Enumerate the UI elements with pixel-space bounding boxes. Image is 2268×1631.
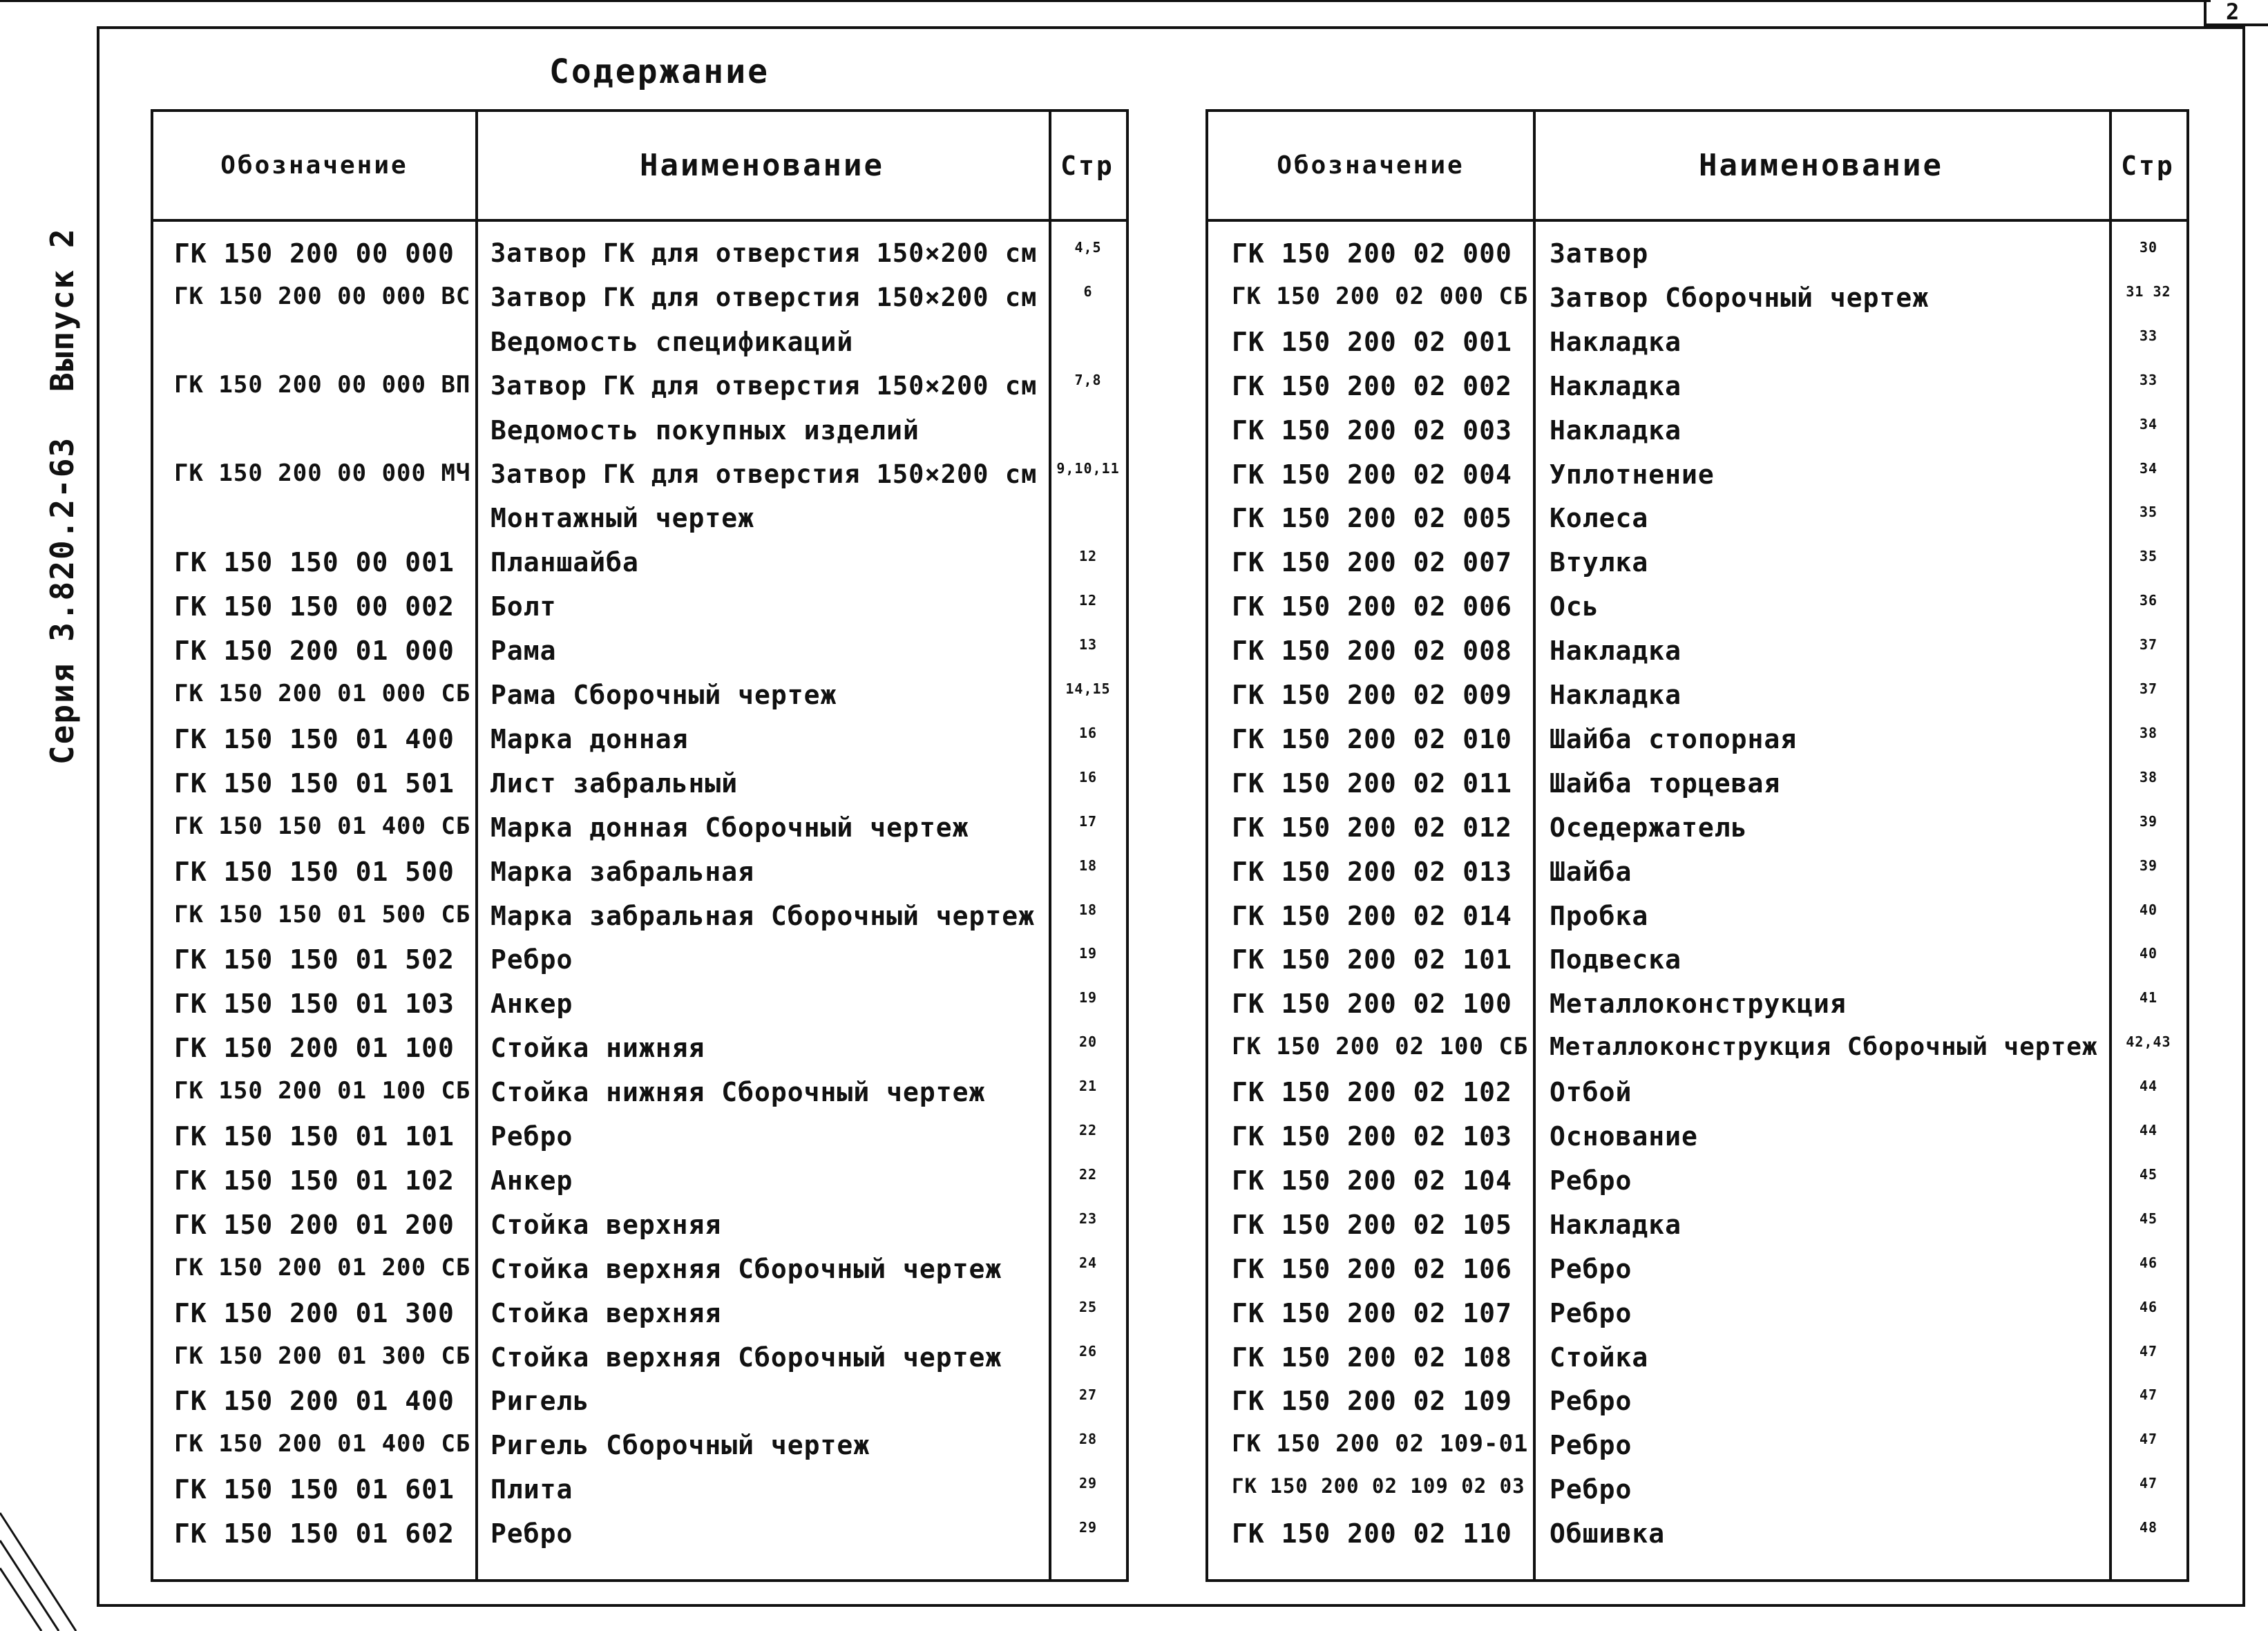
header-page: Стр [1060,150,1114,181]
row-designation: ГК 150 200 02 007 [1232,547,1512,578]
row-page: 19 [1078,945,1098,962]
row-name: Марка забральная [490,857,755,887]
row-designation: ГК 150 200 01 300 СБ [174,1342,471,1370]
row-name: Ось [1550,591,1599,622]
row-designation: ГК 150 200 02 002 [1232,371,1512,401]
row-name: Ребро [1550,1386,1632,1416]
row-name: Стойка верхняя [490,1210,722,1240]
row-page: 48 [2139,1519,2158,1536]
row-name: Металлоконструкция Сборочный чертеж [1550,1033,2098,1061]
row-page: 12 [1078,592,1098,609]
row-designation: ГК 150 200 00 000 МЧ [174,459,471,487]
row-designation: ГК 150 200 02 013 [1232,857,1512,887]
row-name: Отбой [1550,1077,1632,1107]
row-page: 38 [2139,769,2158,785]
row-designation: ГК 150 200 01 200 СБ [174,1254,471,1281]
row-designation: ГК 150 200 02 100 [1232,989,1512,1019]
row-page: 35 [2139,548,2158,564]
row-name: Анкер [490,1165,573,1196]
row-designation: ГК 150 150 01 601 [174,1474,455,1505]
row-page: 45 [2139,1210,2158,1227]
row-name: Уплотнение [1550,459,1715,490]
row-name: Ведомость спецификаций [490,327,854,357]
row-name: Марка забральная Сборочный чертеж [490,901,1035,931]
row-name: Затвор ГК для отверстия 150×200 см [490,238,1038,268]
row-page: 40 [2139,945,2158,962]
row-name: Затвор ГК для отверстия 150×200 см [490,283,1038,312]
row-designation: ГК 150 150 01 400 [174,724,455,754]
row-designation: ГК 150 150 01 103 [174,989,455,1019]
row-page: 29 [1078,1475,1098,1491]
row-page: 37 [2139,680,2158,697]
row-page: 37 [2139,636,2158,653]
row-designation: ГК 150 200 02 003 [1232,415,1512,446]
row-page: 45 [2139,1166,2158,1183]
row-designation: ГК 150 200 02 107 [1232,1298,1512,1328]
row-page: 47 [2139,1343,2158,1360]
row-designation: ГК 150 150 01 602 [174,1518,455,1549]
row-page: 25 [1078,1299,1098,1315]
row-page: 34 [2139,416,2158,432]
row-page: 18 [1078,857,1098,874]
row-name: Планшайба [490,547,639,578]
row-name: Стойка верхняя Сборочный чертеж [490,1342,1002,1373]
row-designation: ГК 150 150 01 502 [174,944,455,975]
row-page: 34 [2139,460,2158,477]
row-name: Стойка верхняя [490,1298,722,1328]
row-name: Ригель [490,1386,590,1416]
row-name: Накладка [1550,636,1682,666]
header-designation: Обозначение [220,151,408,180]
row-name: Основание [1550,1121,1698,1152]
row-name: Накладка [1550,680,1682,710]
row-name: Накладка [1550,371,1682,401]
row-page: 33 [2139,372,2158,388]
row-page: 36 [2139,592,2158,609]
row-page: 31 32 [2126,283,2171,300]
column-divider [1533,112,1536,1579]
row-designation: ГК 150 150 01 102 [174,1165,455,1196]
row-designation: ГК 150 200 02 000 СБ [1232,283,1529,310]
row-name: Болт [490,591,557,622]
row-page: 33 [2139,327,2158,344]
row-page: 47 [2139,1386,2158,1403]
row-name: Стойка нижняя [490,1033,705,1063]
row-designation: ГК 150 200 02 012 [1232,812,1512,843]
row-page: 21 [1078,1078,1098,1094]
row-name: Затвор Сборочный чертеж [1550,283,1929,313]
header-name: Наименование [640,148,884,183]
row-designation: ГК 150 200 02 109-01 [1232,1430,1529,1458]
row-page: 28 [1078,1431,1098,1447]
row-page: 26 [1078,1343,1098,1360]
row-designation: ГК 150 200 02 008 [1232,636,1512,666]
row-name: Затвор [1550,238,1649,269]
row-designation: ГК 150 200 02 105 [1232,1210,1512,1240]
row-page: 23 [1078,1210,1098,1227]
header-name: Наименование [1699,148,1943,183]
row-designation: ГК 150 200 02 110 [1232,1518,1512,1549]
row-page: 12 [1078,548,1098,564]
row-page: 44 [2139,1122,2158,1138]
row-designation: ГК 150 200 02 004 [1232,459,1512,490]
column-divider [1049,112,1051,1579]
row-name: Рама [490,636,557,666]
row-page: 41 [2139,989,2158,1006]
row-designation: ГК 150 200 02 014 [1232,901,1512,931]
row-page: 46 [2139,1255,2158,1271]
row-name: Ребро [1550,1430,1632,1460]
row-designation: ГК 150 150 01 400 СБ [174,812,471,840]
row-name: Накладка [1550,1210,1682,1240]
row-page: 7,8 [1074,372,1102,388]
row-name: Ребро [490,1121,573,1152]
row-designation: ГК 150 200 02 103 [1232,1121,1512,1152]
row-name: Подвеска [1550,944,1682,975]
row-name: Стойка верхняя Сборочный чертеж [490,1254,1002,1284]
row-name: Колеса [1550,503,1649,533]
header-designation: Обозначение [1277,151,1465,180]
top-border-line [0,0,2211,2]
row-designation: ГК 150 200 02 005 [1232,503,1512,533]
row-designation: ГК 150 200 01 100 СБ [174,1077,471,1105]
row-designation: ГК 150 200 02 010 [1232,724,1512,754]
row-designation: ГК 150 200 02 106 [1232,1254,1512,1284]
row-name: Лист забральный [490,768,738,799]
row-designation: ГК 150 200 01 000 [174,636,455,666]
row-designation: ГК 150 200 02 100 СБ [1232,1033,1529,1060]
row-designation: ГК 150 200 02 001 [1232,327,1512,357]
series-label: Серия 3.820.2-63 [44,436,81,765]
row-page: 22 [1078,1122,1098,1138]
row-name: Анкер [490,989,573,1019]
row-name: Обшивка [1550,1518,1666,1549]
row-name: Ребро [490,1518,573,1549]
row-page: 46 [2139,1299,2158,1315]
row-designation: ГК 150 200 01 300 [174,1298,455,1328]
row-page: 35 [2139,504,2158,520]
row-page: 39 [2139,813,2158,830]
row-page: 16 [1078,725,1098,741]
row-name: Ребро [1550,1254,1632,1284]
row-designation: ГК 150 150 01 501 [174,768,455,799]
row-designation: ГК 150 200 02 101 [1232,944,1512,975]
row-designation: ГК 150 200 01 100 [174,1033,455,1063]
contents-table-left [151,109,1129,1582]
row-page: 39 [2139,857,2158,874]
row-name: Стойка [1550,1342,1649,1373]
row-name: Затвор ГК для отверстия 150×200 см [490,371,1038,401]
row-page: 20 [1078,1033,1098,1050]
row-name: Металлоконструкция [1550,989,1847,1019]
row-designation: ГК 150 150 01 500 [174,857,455,887]
row-page: 24 [1078,1255,1098,1271]
row-designation: ГК 150 200 01 400 СБ [174,1430,471,1458]
row-page: 47 [2139,1431,2158,1447]
row-designation: ГК 150 200 00 000 ВС [174,283,471,310]
row-page: 44 [2139,1078,2158,1094]
row-page: 29 [1078,1519,1098,1536]
row-page: 19 [1078,989,1098,1006]
row-name: Ребро [1550,1165,1632,1196]
row-designation: ГК 150 200 01 200 [174,1210,455,1240]
row-designation: ГК 150 200 02 011 [1232,768,1512,799]
row-designation: ГК 150 200 02 108 [1232,1342,1512,1373]
row-name: Ребро [490,944,573,975]
row-page: 9,10,11 [1056,460,1120,477]
row-designation: ГК 150 200 02 109 [1232,1386,1512,1416]
sheet-fold-marks [0,1485,97,1631]
row-page: 4,5 [1074,239,1102,256]
row-designation: ГК 150 150 01 500 СБ [174,901,471,928]
row-page: 40 [2139,902,2158,918]
row-page: 22 [1078,1166,1098,1183]
row-designation: ГК 150 200 02 109 02 03 [1232,1474,1525,1498]
row-designation: ГК 150 200 00 000 ВП [174,371,471,399]
row-page: 6 [1083,283,1093,300]
row-page: 42,43 [2126,1033,2171,1050]
row-name: Ригель Сборочный чертеж [490,1430,870,1460]
row-designation: ГК 150 150 00 002 [174,591,455,622]
row-name: Марка донная Сборочный чертеж [490,812,969,843]
row-designation: ГК 150 200 02 000 [1232,238,1512,269]
row-name: Рама Сборочный чертеж [490,680,837,710]
row-name: Ведомость покупных изделий [490,415,919,446]
row-name: Затвор ГК для отверстия 150×200 см [490,459,1038,489]
page-number: 2 [2226,0,2240,25]
row-name: Накладка [1550,327,1682,357]
row-name: Втулка [1550,547,1649,578]
row-name: Плита [490,1474,573,1505]
row-page: 18 [1078,902,1098,918]
issue-label: Выпуск 2 [44,227,81,392]
row-name: Ребро [1550,1474,1632,1505]
row-designation: ГК 150 150 00 001 [174,547,455,578]
row-designation: ГК 150 200 02 006 [1232,591,1512,622]
row-designation: ГК 150 150 01 101 [174,1121,455,1152]
contents-table-right [1206,109,2189,1582]
row-page: 27 [1078,1386,1098,1403]
row-name: Оседержатель [1550,812,1748,843]
row-page: 47 [2139,1475,2158,1491]
row-name: Монтажный чертеж [490,503,755,533]
column-divider [475,112,478,1579]
row-name: Марка донная [490,724,689,754]
row-designation: ГК 150 200 01 000 СБ [174,680,471,707]
row-page: 13 [1078,636,1098,653]
row-name: Шайба [1550,857,1632,887]
row-name: Шайба торцевая [1550,768,1781,799]
header-page: Стр [2121,150,2175,181]
row-designation: ГК 150 200 01 400 [174,1386,455,1416]
row-page: 14,15 [1065,680,1111,697]
row-page: 17 [1078,813,1098,830]
row-name: Шайба стопорная [1550,724,1798,754]
row-page: 16 [1078,769,1098,785]
row-page: 38 [2139,725,2158,741]
row-page: 30 [2139,239,2158,256]
row-designation: ГК 150 200 02 009 [1232,680,1512,710]
row-designation: ГК 150 200 02 102 [1232,1077,1512,1107]
row-name: Ребро [1550,1298,1632,1328]
document-title: Содержание [549,53,770,91]
row-name: Накладка [1550,415,1682,446]
row-name: Стойка нижняя Сборочный чертеж [490,1077,986,1107]
row-designation: ГК 150 200 02 104 [1232,1165,1512,1196]
row-designation: ГК 150 200 00 000 [174,238,455,269]
row-name: Пробка [1550,901,1649,931]
